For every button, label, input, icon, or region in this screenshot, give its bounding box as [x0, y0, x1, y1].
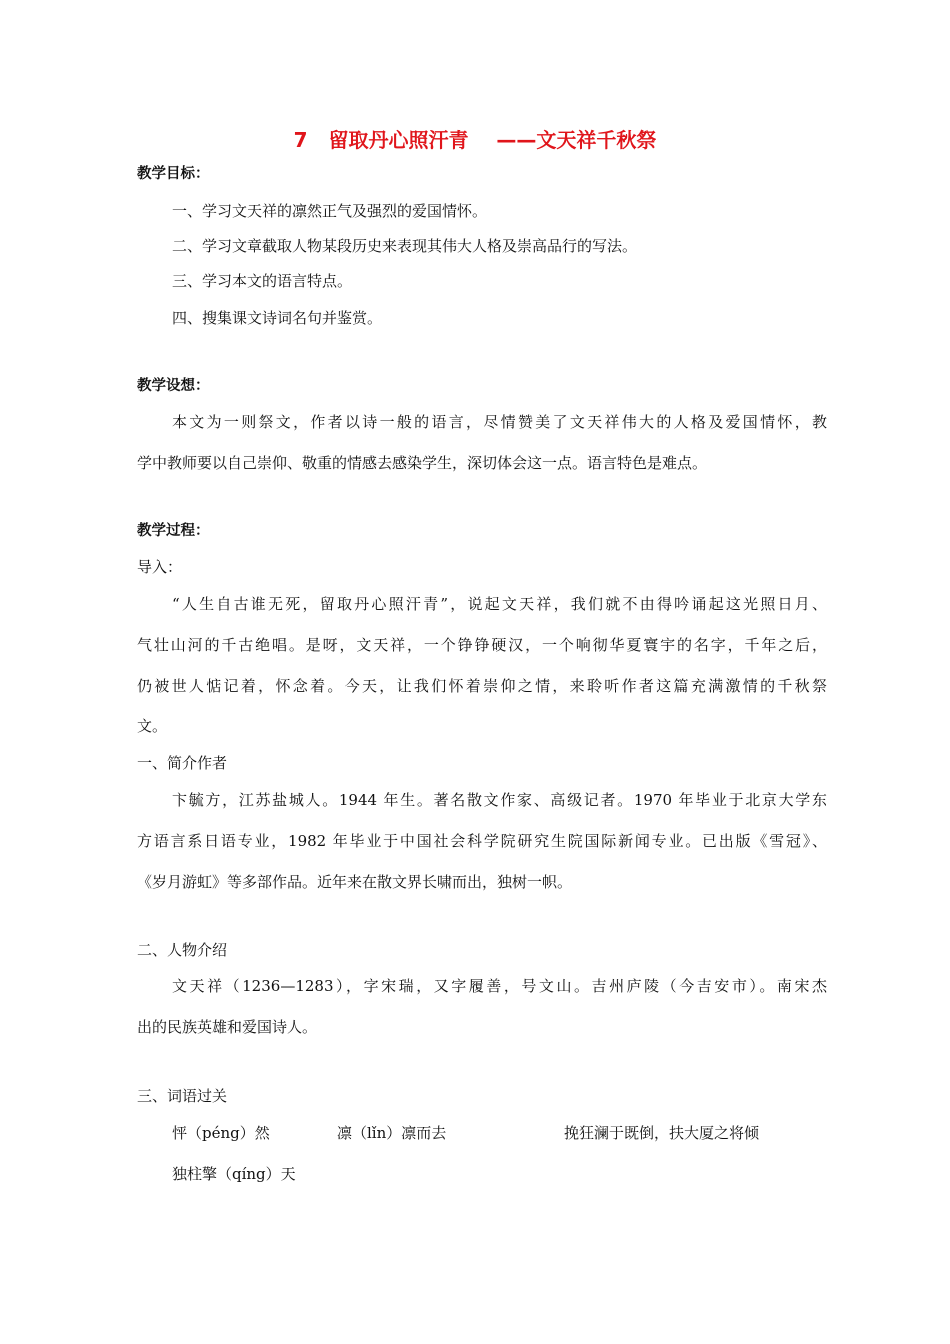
vocab-item: 独柱擎（qíng）天: [172, 1165, 296, 1183]
design-paragraph-line: 学中教师要以自己崇仰、敬重的情感去感染学生，深切体会这一点。语言特色是难点。: [137, 454, 708, 472]
process-heading: 教学过程：: [137, 523, 210, 539]
section1-heading: 一、简介作者: [137, 754, 228, 772]
objective-item: 四、搜集课文诗词名句并鉴赏。: [172, 309, 383, 327]
design-paragraph-line: 本文为一则祭文，作者以诗一般的语言，尽情赞美了文天祥伟大的人格及爱国情怀，教: [172, 413, 827, 431]
figure-paragraph-line: 出的民族英雄和爱国诗人。: [137, 1018, 318, 1036]
intro-label: 导入：: [137, 558, 183, 576]
vocab-item: 凛（lǐn）凛而去: [337, 1124, 447, 1142]
figure-paragraph-line: 文天祥（1236—1283），字宋瑞，又字履善，号文山。吉州庐陵（今吉安市）。南宋杰: [172, 977, 827, 995]
vocab-item: 怦（péng）然: [172, 1124, 270, 1142]
author-paragraph-line: 卞毓方，江苏盐城人。1944 年生。著名散文作家、高级记者。1970 年毕业于北京大学东: [172, 791, 827, 809]
section2-heading: 二、人物介绍: [137, 941, 228, 959]
design-heading: 教学设想：: [137, 378, 210, 394]
intro-paragraph-line: 气壮山河的千古绝唱。是呀，文天祥，一个铮铮硬汉，一个响彻华夏寰宇的名字，千年之后，: [137, 636, 827, 654]
objective-item: 三、学习本文的语言特点。: [172, 272, 353, 290]
objective-item: 二、学习文章截取人物某段历史来表现其伟大人格及崇高品行的写法。: [172, 237, 638, 255]
intro-paragraph-line: 文。: [137, 717, 168, 735]
objectives-heading: 教学目标：: [137, 166, 210, 182]
author-paragraph-line: 《岁月游虹》等多部作品。近年来在散文界长啸而出，独树一帜。: [137, 873, 573, 891]
intro-paragraph-line: 仍被世人惦记着，怀念着。今天，让我们怀着崇仰之情，来聆听作者这篇充满激情的千秋祭: [137, 677, 827, 695]
document-title: 7 留取丹心照汗青 ——文天祥千秋祭: [293, 128, 657, 152]
author-paragraph-line: 方语言系日语专业，1982 年毕业于中国社会科学院研究生院国际新闻专业。已出版《雪冠》、: [137, 832, 827, 850]
section3-heading: 三、词语过关: [137, 1087, 228, 1105]
vocab-item: 挽狂澜于既倒，扶大厦之将倾: [564, 1124, 760, 1142]
intro-paragraph-line: “人生自古谁无死，留取丹心照汗青”，说起文天祥，我们就不由得吟诵起这光照日月、: [172, 595, 827, 613]
objective-item: 一、学习文天祥的凛然正气及强烈的爱国情怀。: [172, 202, 488, 220]
